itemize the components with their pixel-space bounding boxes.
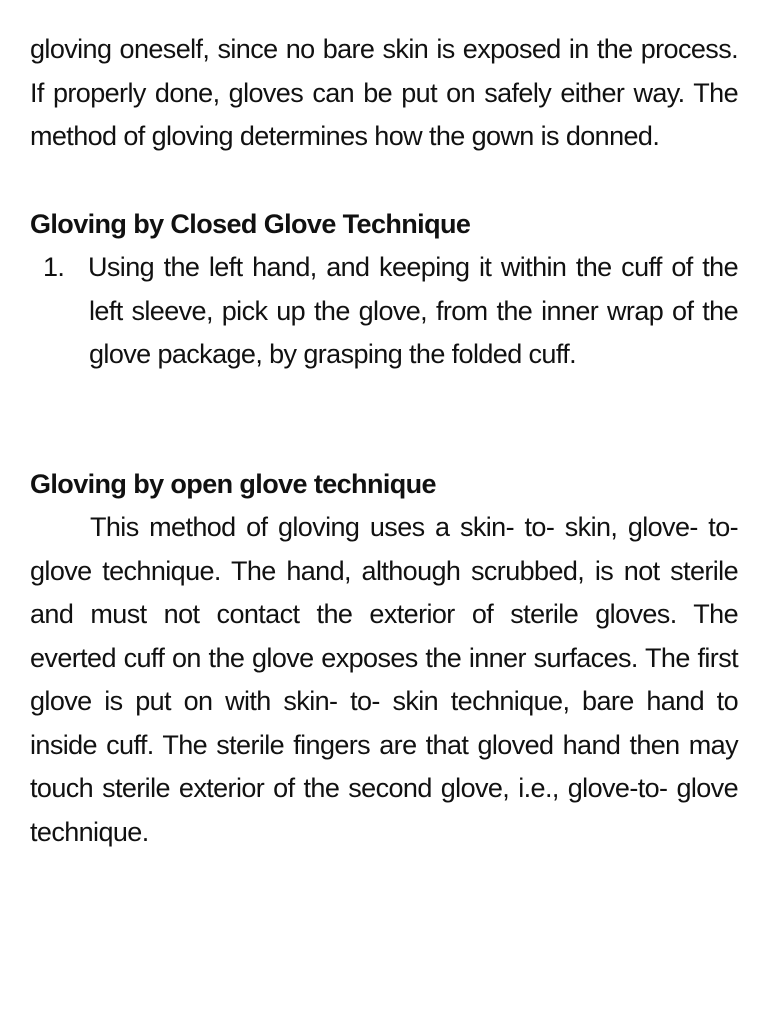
list-item (30, 246, 738, 377)
closed-glove-steps (30, 246, 738, 377)
step-text: Using the left hand, and keeping it within the cuff of the left sleeve, pick up the glove, from the inner wrap of the glove package, by grasping the folded cuff. (88, 252, 738, 369)
step-number: 1. (43, 252, 65, 282)
intro-paragraph: gloving oneself, since no bare skin is exposed in the process. If properly done, gloves can be put on safely either way. The method of gloving determines how the gown is donned. (30, 34, 738, 151)
document-page (30, 28, 738, 854)
closed-glove-heading: Gloving by Closed Glove Technique (30, 208, 471, 239)
open-glove-heading: Gloving by open glove technique (30, 468, 436, 499)
open-glove-paragraph: This method of gloving uses a skin- to- skin, glove- to-glove technique. The hand, although scrubbed, is not sterile and must not contact the exterior of sterile gloves. The everted cuff on the glove exposes the inner surfaces. The first glove is put on with skin- to- skin technique, bare hand to inside cuff. The sterile fingers are that gloved hand then may touch sterile exterior of the second glove, i.e., glove-to- glove technique. (30, 512, 738, 847)
